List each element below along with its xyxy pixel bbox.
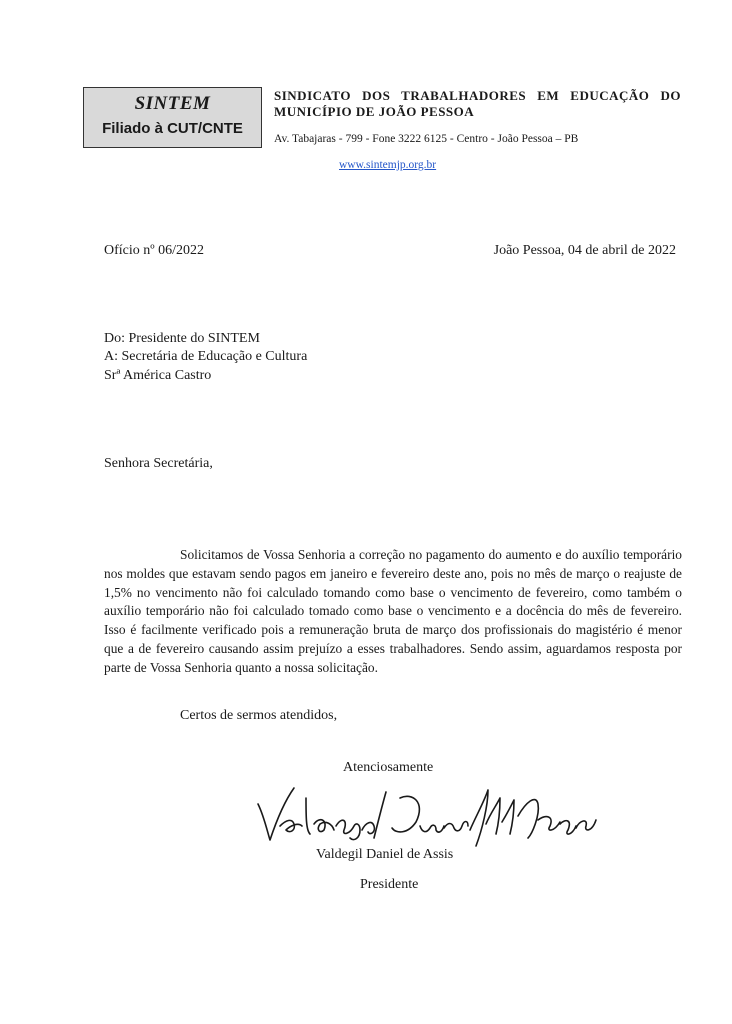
- logo-affiliation: Filiado à CUT/CNTE: [102, 120, 243, 137]
- closing-line: Certos de sermos atendidos,: [180, 708, 338, 723]
- sintem-logo: [83, 87, 262, 148]
- signer-name: Valdegil Daniel de Assis: [316, 847, 454, 862]
- logo-name: SINTEM: [134, 93, 211, 114]
- recipient-name: Srª América Castro: [104, 368, 212, 383]
- website-link[interactable]: www.sintemjp.org.br: [339, 159, 437, 171]
- handwritten-signature: [250, 776, 600, 856]
- letter-date: João Pessoa, 04 de abril de 2022: [493, 243, 676, 258]
- union-name: SINDICATO DOS TRABALHADORES EM EDUCAÇÃO DO MUNICÍPIO DE JOÃO PESSOA: [274, 88, 681, 119]
- union-address: Av. Tabajaras - 799 - Fone 3222 6125 - Centro - João Pessoa – PB: [274, 133, 579, 145]
- regards-line: Atenciosamente: [343, 760, 434, 775]
- sender-line: Do: Presidente do SINTEM: [104, 331, 260, 346]
- signer-role: Presidente: [360, 877, 419, 892]
- salutation: Senhora Secretária,: [104, 456, 213, 471]
- letter-body: Solicitamos de Vossa Senhoria a correção no pagamento do aumento e do auxílio temporário nos moldes que estavam sendo pagos em janeiro e fevereiro deste ano, pois no mês de março o reajuste de 1,5% no vencimento não foi calculado tomando como base o vencimento de fevereiro, como também o auxílio temporário não foi calculado tomado como base o vencimento e a docência do mês de fevereiro. Isso é facilmente verificado pois a remuneração bruta de março dos profissionais do magistério é menor que a de fevereiro causando assim prejuízo a esses trabalhadores. Sendo assim, aguardamos resposta por parte de Vossa Senhoria quanto a nossa solicitação.: [104, 547, 682, 675]
- letter-reference: Ofício nº 06/2022: [104, 243, 204, 258]
- recipient-line: A: Secretária de Educação e Cultura: [104, 349, 308, 364]
